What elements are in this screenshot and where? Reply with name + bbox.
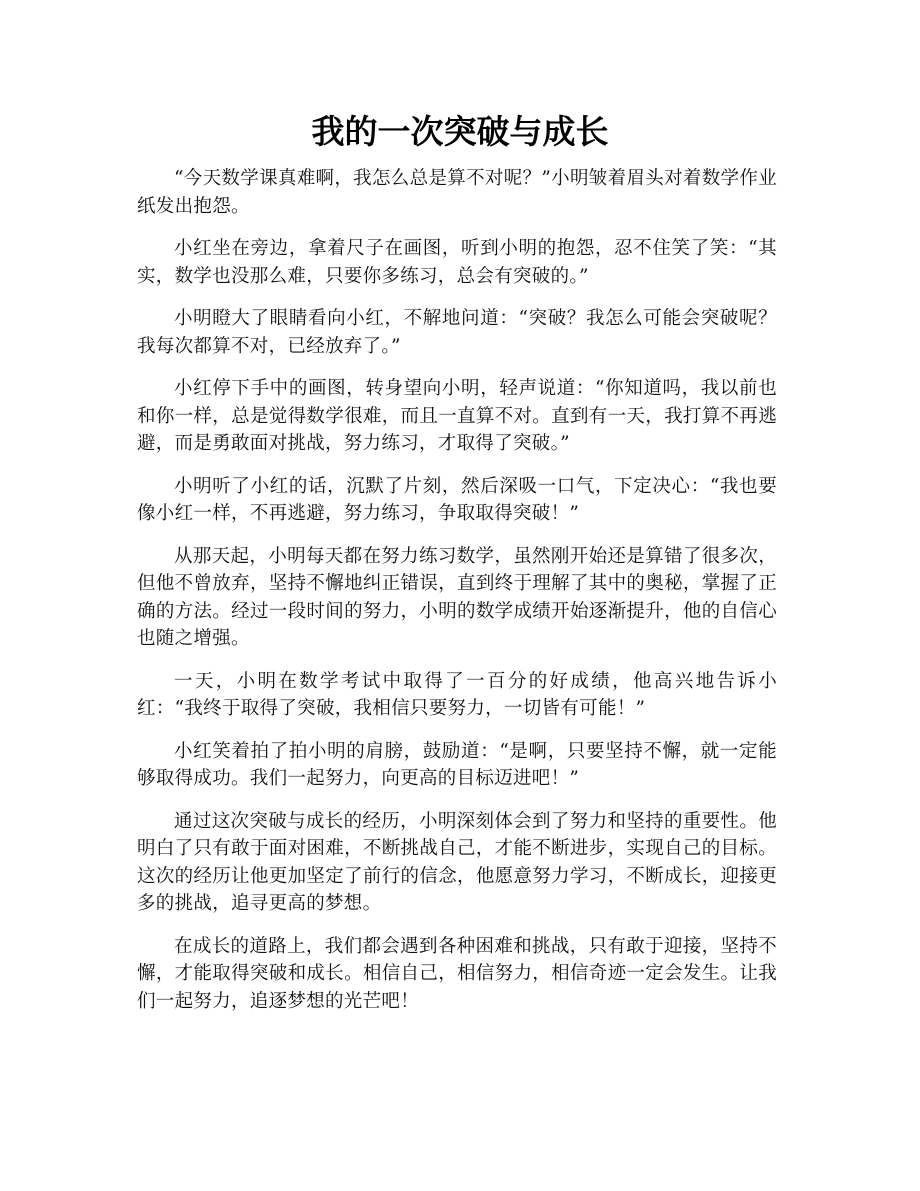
article-body: [137, 165, 777, 1030]
paragraph-10: 在成长的道路上，我们都会遇到各种困难和挑战，只有敢于迎接，坚持不懈，才能取得突破和成长。相信自己，相信努力，相信奇迹一定会发生。让我们一起努力，追逐梦想的光芒吧！: [137, 935, 777, 1012]
paragraph-7: 一天，小明在数学考试中取得了一百分的好成绩，他高兴地告诉小红：“我终于取得了突破，我相信只要努力，一切皆有可能！”: [137, 670, 777, 719]
paragraph-8: 小红笑着拍了拍小明的肩膀，鼓励道：“是啊，只要坚持不懈，就一定能够取得成功。我们一起努力，向更高的目标迈进吧！”: [137, 740, 777, 789]
paragraph-4: 小红停下手中的画图，转身望向小明，轻声说道：“你知道吗，我以前也和你一样，总是觉得数学很难，而且一直算不对。直到有一天，我打算不再逃避，而是勇敢面对挑战，努力练习，才取得了突破。”: [137, 378, 777, 454]
paragraph-1: “今天数学课真难啊，我怎么总是算不对呢？”小明皱着眉头对着数学作业纸发出抱怨。: [137, 168, 777, 217]
paragraph-9: 通过这次突破与成长的经历，小明深刻体会到了努力和坚持的重要性。他明白了只有敢于面对困难，不断挑战自己，才能不断进步，实现自己的目标。这次的经历让他更加坚定了前行的信念，他愿意努力学习，不断成长，迎接更多的挑战，追寻更高的梦想。: [137, 810, 777, 914]
paragraph-3: 小明瞪大了眼睛看向小红，不解地问道：“突破？我怎么可能会突破呢？我每次都算不对，已经放弃了。”: [137, 308, 777, 357]
page-title: 我的一次突破与成长: [311, 112, 609, 151]
paragraph-5: 小明听了小红的话，沉默了片刻，然后深吸一口气，下定决心：“我也要像小红一样，不再逃避，努力练习，争取取得突破！”: [137, 475, 777, 524]
paragraph-6: 从那天起，小明每天都在努力练习数学，虽然刚开始还是算错了很多次，但他不曾放弃，坚持不懈地纠正错误，直到终于理解了其中的奥秘，掌握了正确的方法。经过一段时间的努力，小明的数学成绩开始逐渐提升，他的自信心也随之增强。: [137, 545, 777, 649]
paragraph-2: 小红坐在旁边，拿着尺子在画图，听到小明的抱怨，忍不住笑了笑：“其实，数学也没那么难，只要你多练习，总会有突破的。”: [137, 238, 777, 287]
